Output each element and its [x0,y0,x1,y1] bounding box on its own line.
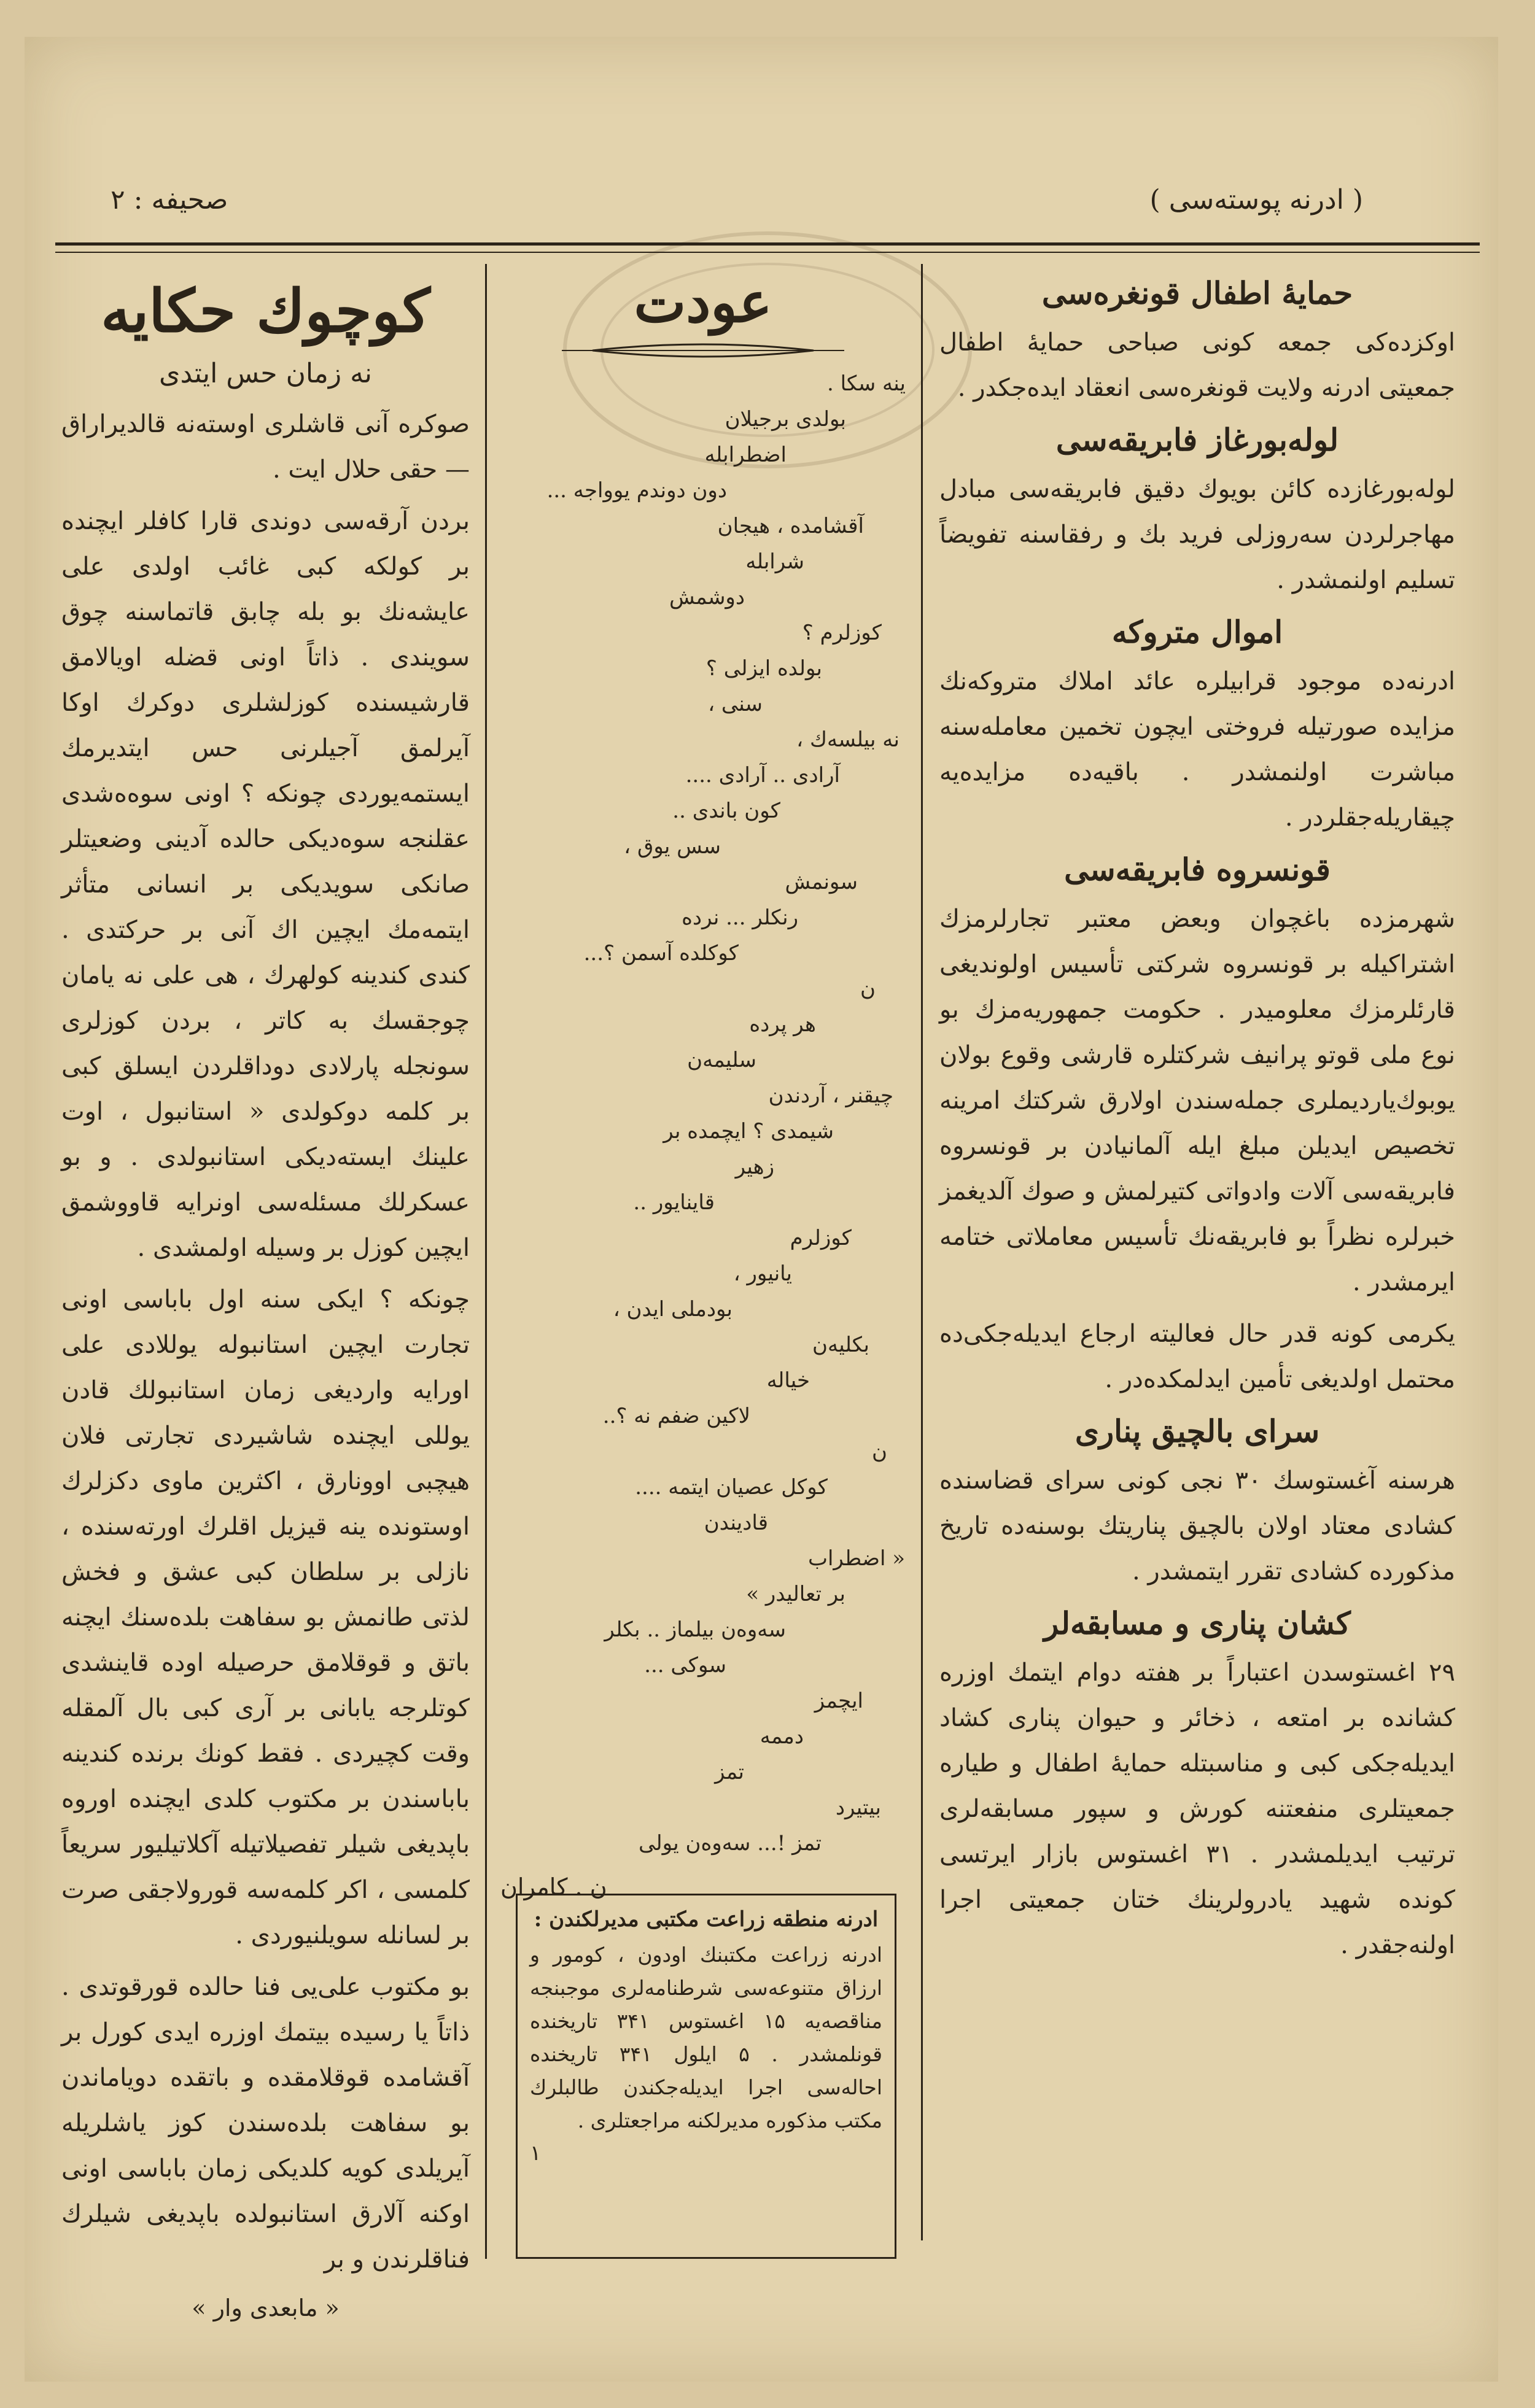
column-divider-right [921,264,923,2240]
article-kesan-fair [939,1605,1455,1968]
story-paragraph: بردن آرقه‌سی دوندی قارا کافلر ایچنده بر کولکه کبی غائب اولدی علی عایشه‌نك بو بله چابق قاتماسنه چوق سویندی . ذاتاً اونی قضله اویالامق قارشیسنده کوزلشلری دوکرك اوکا آیرلمق آجیلرنی حس ایتدیرمك ایستمه‌یوردی چونکه ؟ اونی سوه‌ه‌شدی عقلنجه سوه‌دیکی حالده آدینی وضعیتلر صانکی سویدیکی بر انسانی متأثر ایتمه‌مك ایچین اك آنی بر حرکتدی . کندی کندینه کولهرك ، هی علی نه یامان چوجقسك به کاتر ، بردن کوزلری سونجله پارلادی دوداقلردن ایسلق کبی بر کلمه دوکولدی « استانبول ، اوت علینك ایسته‌دیکی استانبولدی . و بو عسکرلك مسئله‌سی اونرایه قاووشمق ایچین کوزل بر وسیله اولمشدی . [61,507,470,1262]
article-text: یکرمی کونه قدر حال فعالیته ارجاع ایدیله‌جکی‌ده محتمل اولدیغی تأمین ایدلمکده‌در . [939,1320,1455,1393]
poem-line: یانیور ، [733,1261,792,1286]
poem-line: ینه سکا . [827,371,906,396]
article-text: شهرمزده باغچوان وبعض معتبر تجارلرمزك اشتراکیله بر قونسروه شرکتی تأسیس اولوندیغی قارئلرمزك معلومیدر . حکومت جمهوریه‌مزك بو نوع ملی قوتو پرانیف شرکتلره قارشی وقوع بولان یوبوك‌یاردیملری جمله‌سندن اولارق شرکتك امرینه تخصیص ایدیلن مبلغ ایله آلمانیادن بر قونسروه فابریقه‌سی آلات وادواتی کتیرلمش و صوك آلدیغمز خبرلره نظراً بو فابریقه‌نك تأسیس معاملاتی ختامه ایرمشدر . [939,905,1455,1296]
poem-line: لاکین ضفم نه ؟.. [602,1404,750,1428]
page-number: صحیفه : ۲ [111,184,228,215]
article-text: ۲۹ اغستوسدن اعتباراً بر هفته دوام ایتمك اوزره کشانده بر امتعه ، ذخائر و حیوان پناری کشاد ایدیله‌جکی کبی و مناسبتله حمایهٔ اطفال و طیاره جمعیتلری منفعتنه کورش و سپور مسابقه‌لری ترتیب ایدیلمشدر . ۳۱ اغستوس بازار ایرتسی کونده شهید یادرولرینك ختان جمعیتی اجرا اولنه‌جقدر . [939,1659,1455,1959]
notice-text: ادرنه زراعت مکتبنك اودون ، کومور و ارزاق متنوعه‌سی شرطنامه‌لری موجبنجه مناقصه‌یه ۱۵ اغستوس ۳۴۱ تاریخنده قونلمشدر . ۵ ایلول ۳۴۱ تاریخنده احاله‌سی اجرا ایدیله‌جکندن طالبلرك مکتب مذکوره مدیرلکنه مراجعتلری . [530,1943,882,2132]
poem-line: رنکلر ... نرده [682,905,798,930]
poem-line: تمز !... سه‌وه‌ن یولی [638,1831,822,1856]
article-saray-fair [939,1413,1455,1594]
poem-line: بولده ایزلی ؟ [705,656,822,681]
poem-line: بیتیرد [835,1795,881,1820]
poem-line: آقشامده ، هیجان [717,514,864,538]
poem-line: کون باندی .. [672,799,780,823]
poem-line: بودملی ایدن ، [613,1297,733,1322]
school-notice [516,1894,896,2259]
poem-line: ن [860,977,876,1001]
story-paragraph: چونکه ؟ ایکی سنه اول باباسی اونی تجارت ایچین استانبوله یوللادی علی اورایه واردیغی زمان استانبولك قادن یوللی ایچنده شاشیردی تجارتی فلان هیچبی اوونارق ، اکثرین ماوی دکزلرك اوستونده ینه قیزیل اقلرك اورته‌سنده ، نازلی بر سلطان کبی عشق و فخش لذتی طانمش بو سفاهت بلده‌سنك ایچنه باتق و قوقلامق حرصیله اوده قاینشدی کوتلرجه یابانی بر آری کبی بال آلمقله وقت کچیردی . فقط کونك برنده کندینه باباسندن بر مکتوب کلدی ایچنده اوروه باپدیغی شیلر تفصیلاتیله آکلاتیلیور سریعاً کلمسی ، اکر کلمه‌سه قورولاجقی صرت بر لسانله سویلنیوردی . [61,1285,470,1949]
poem-line: دون دوندم یوواجه ... [546,478,727,503]
poem-line: بر تعالیدر » [746,1582,845,1606]
poem-line: خیاله [766,1368,810,1393]
poem-line: آرادی .. آرادی .... [685,763,840,788]
poem-line: زهیر [735,1155,774,1179]
article-heading: قونسروه فابریقه‌سی [1064,851,1331,888]
top-rule-thin [55,252,1480,253]
poem-line: کوکل عصیان ایتمه .... [635,1475,828,1500]
article-heading: کشان پناری و مسابقه‌لر [1044,1605,1351,1641]
top-rule [55,242,1480,246]
poem-line: سه‌وه‌ن بیلماز .. بکلر [604,1617,786,1642]
poem-line: دوشمش [669,585,745,610]
notice-number: ۱ [530,2141,542,2166]
article-children-congress [939,275,1455,411]
left-column [61,270,470,2321]
right-column [939,264,1455,1974]
story-subtitle: نه زمان حس ایتدی [159,358,372,389]
article-text: ادرنه‌ده موجود قرابیلره عائد املاك متروکه‌نك مزایده صورتیله فروختی ایچون تخمین معامله‌سنه مباشرت اولنمشدر . باقیه‌ده مزایده‌یه چیقاریله‌جقلردر . [939,667,1455,832]
column-divider-left [485,264,487,2259]
article-heading: لوله‌بورغاز فابریقه‌سی [1055,422,1339,458]
story-paragraph: بو مکتوب علی‌یی فنا حالده قورقوتدی . ذاتاً یا رسیده بیتمك اوزره ایدی کورل بر آقشامده قوقلامقده و باتقده دویاماندن بو سفاهت بلده‌سندن کوز یاشلریله آیریلدی کویه کلدیکی زمان باباسی اونی اوکنه آلارق استانبولده باپدیغی شیلرك فناقلرندن و بر [61,1973,470,2274]
poem-line: ایچمز [814,1689,863,1713]
poem-line: شیمدی ؟ ایچمده بر [663,1119,834,1144]
article-heading: حمایهٔ اطفال قونغره‌سی [1041,275,1353,311]
title-ornament [500,335,906,366]
poem-line: قادیندن [704,1511,768,1535]
poem-line: « اضطراب [807,1546,905,1571]
newspaper-name: ( ادرنه پوسته‌سی ) [1149,184,1363,215]
article-conserve-factory [939,851,1455,1402]
poem-line: چیقنر ، آردندن [768,1083,893,1108]
story-title: کوچوك حکایه [101,276,430,346]
poem [500,366,906,1861]
poem-line: ن [872,1439,887,1464]
poem-line: کوزلرم ؟ [802,621,882,645]
poem-line: بکلیه‌ن [812,1333,869,1357]
poem-signature: ن . کامران [500,1873,607,1900]
article-heading: اموال متروکه [1111,614,1283,650]
poem-line: کوکلده آسمن ؟... [583,941,739,966]
poem-line: اضطرابله [704,443,787,467]
poem-line: نه بیلسه‌ك ، [796,727,900,752]
article-heading: سرای بالچیق پناری [1074,1413,1320,1449]
notice-heading: ادرنه منطقه زراعت مکتبی مدیرلکندن : [534,1907,879,1932]
article-luleburgaz-factory [939,422,1455,603]
story-continuation: « مابعدی وار » [192,2294,340,2321]
poem-line: کوزلرم [790,1226,852,1250]
article-text: لوله‌بورغازده کائن بویوك دقیق فابریقه‌سی مبادل مهاجرلردن سه‌روزلی فرید بك و رفقاسنه تفویضاً تسلیم اولنمشدر . [939,475,1455,594]
story-paragraph: صوکره آنی قاشلری اوسته‌نه قالدیراراق — حقی حلال ایت . [61,410,470,484]
article-abandoned-property [939,614,1455,840]
poem-line: شرابله [745,549,804,574]
poem-line: بولدی برجیلان [725,407,846,432]
poem-line: سونمش [785,870,858,894]
poem-line: سس یوق ، [624,834,721,859]
poem-line: هر پرده [749,1012,816,1037]
poem-line: سلیمه‌ن [687,1048,756,1072]
poem-line: قاینایور .. [633,1190,715,1215]
middle-column [500,270,906,1900]
poem-line: سوکی ... [644,1653,726,1678]
article-text: اوکزده‌کی جمعه کونی صباحی حمایهٔ اطفال جمعیتی ادرنه ولایت قونغره‌سی انعقاد ایده‌جکدر . [939,328,1455,402]
article-text: هرسنه آغستوسك ۳۰ نجی کونی سرای قضاسنده کشادی معتاد اولان بالچیق پناریتك بوسنه‌ده تاریخ مذکورده کشادی تقرر ایتمشدر . [939,1466,1455,1585]
poem-line: سنی ، [708,692,763,716]
poem-line: دممه [760,1724,804,1749]
poem-title: عودت [634,270,772,335]
poem-line: تمز [715,1760,744,1784]
